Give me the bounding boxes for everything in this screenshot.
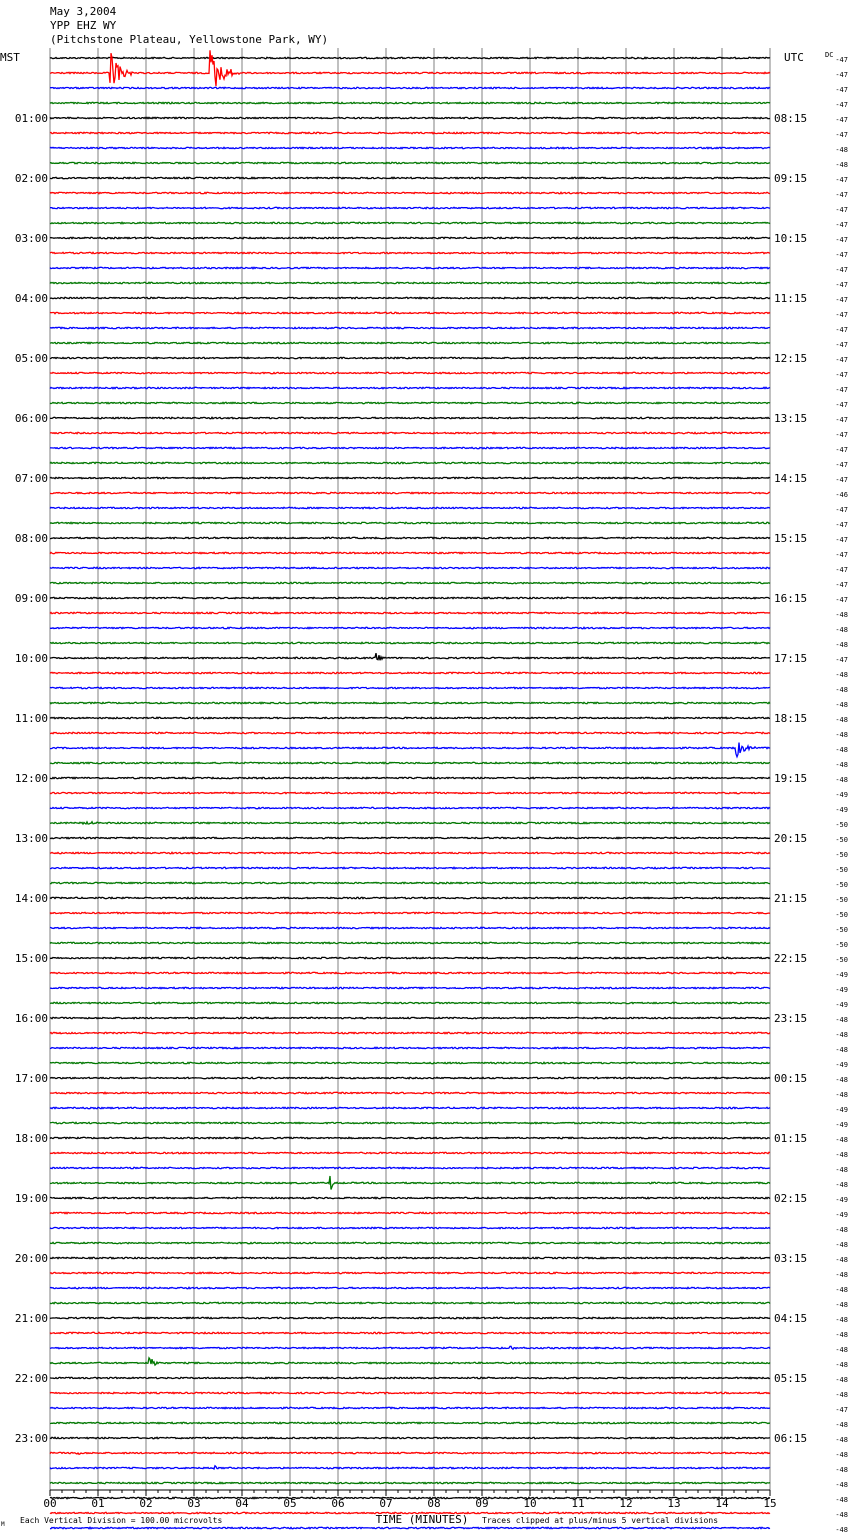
dc-offset-label: -47 (835, 56, 848, 64)
dc-offset-label: -48 (835, 1286, 848, 1294)
seismic-trace (50, 312, 770, 313)
seismic-trace (50, 912, 770, 913)
dc-offset-label: -48 (835, 1301, 848, 1309)
seismic-trace (50, 1482, 770, 1483)
utc-hour-label: 01:15 (774, 1132, 808, 1145)
dc-offset-label: -48 (835, 686, 848, 694)
x-tick-label: 09 (475, 1497, 489, 1510)
dc-offset-label: -47 (835, 221, 848, 229)
utc-hour-label: 11:15 (774, 292, 808, 305)
dc-offset-label: -47 (835, 311, 848, 319)
dc-offset-label: -46 (835, 491, 848, 499)
dc-offset-label: -50 (835, 851, 848, 859)
x-tick-label: 13 (667, 1497, 681, 1510)
seismic-trace (50, 402, 770, 403)
dc-offset-label: -49 (835, 971, 848, 979)
seismic-trace (50, 1152, 770, 1153)
dc-offset-label: -48 (835, 1436, 848, 1444)
dc-offset-label: -48 (835, 1181, 848, 1189)
corner-mark: M (1, 1521, 5, 1528)
x-tick-label: 15 (763, 1497, 777, 1510)
seismic-trace (50, 1197, 770, 1198)
mst-hour-label: 05:00 (14, 352, 48, 365)
dc-offset-label: -47 (835, 536, 848, 544)
dc-offset-label: -47 (835, 566, 848, 574)
seismic-trace (50, 1358, 770, 1365)
seismic-trace (50, 777, 770, 778)
seismic-trace (50, 1257, 770, 1258)
seismic-trace (50, 653, 770, 660)
trace-group (50, 50, 770, 1534)
seismic-trace (50, 1287, 770, 1288)
dc-offset-label: -48 (835, 776, 848, 784)
dc-offset-label: -47 (835, 521, 848, 529)
seismic-trace (50, 222, 770, 223)
x-tick-label: 10 (523, 1497, 537, 1510)
dc-offset-label: -48 (835, 1271, 848, 1279)
seismic-trace (50, 1527, 770, 1528)
seismic-trace (50, 492, 770, 493)
seismic-trace (50, 117, 770, 118)
dc-offset-label: -48 (835, 731, 848, 739)
mst-hour-label: 22:00 (14, 1372, 48, 1385)
seismic-trace (50, 552, 770, 553)
seismic-trace (50, 1422, 770, 1423)
x-tick-label: 12 (619, 1497, 633, 1510)
dc-offset-label: -48 (835, 1166, 848, 1174)
seismic-trace (50, 1302, 770, 1303)
mst-hour-label: 21:00 (14, 1312, 48, 1325)
mst-hour-label: 18:00 (14, 1132, 48, 1145)
seismic-trace (50, 743, 770, 757)
seismic-trace (50, 447, 770, 448)
seismic-trace (50, 162, 770, 163)
mst-hour-label: 12:00 (14, 772, 48, 785)
seismic-trace (50, 672, 770, 673)
x-tick-label: 04 (235, 1497, 249, 1510)
seismic-trace (50, 957, 770, 958)
dc-offset-label: -49 (835, 806, 848, 814)
seismic-trace (50, 327, 770, 328)
mst-hour-label: 09:00 (14, 592, 48, 605)
utc-hour-label: 22:15 (774, 952, 808, 965)
seismic-trace (50, 342, 770, 343)
seismic-trace (50, 477, 770, 478)
seismic-trace (50, 372, 770, 373)
dc-offset-label: -48 (835, 1451, 848, 1459)
dc-offset-label: -48 (835, 626, 848, 634)
seismic-trace (50, 1392, 770, 1393)
dc-offset-label: -48 (835, 1076, 848, 1084)
dc-offset-label: -47 (835, 656, 848, 664)
dc-offset-label: -48 (835, 1346, 848, 1354)
utc-hour-label: 00:15 (774, 1072, 808, 1085)
utc-hour-label: 16:15 (774, 592, 808, 605)
dc-offset-label: -49 (835, 986, 848, 994)
clip-note: Traces clipped at plus/minus 5 vertical divisions (482, 1516, 719, 1525)
seismic-trace (50, 1077, 770, 1078)
utc-hour-label: 17:15 (774, 652, 808, 665)
utc-hour-label: 21:15 (774, 892, 808, 905)
x-tick-label: 14 (715, 1497, 729, 1510)
seismic-trace (50, 462, 770, 463)
dc-offset-label: -48 (835, 1091, 848, 1099)
seismic-trace (50, 1047, 770, 1048)
dc-offset-label: -50 (835, 941, 848, 949)
dc-offset-label: -50 (835, 956, 848, 964)
x-tick-label: 03 (187, 1497, 201, 1510)
seismic-trace (50, 1452, 770, 1454)
seismic-trace (50, 357, 770, 358)
seismic-trace (50, 897, 770, 898)
dc-offset-label: -49 (835, 1121, 848, 1129)
seismic-trace (50, 942, 770, 943)
x-tick-label: 00 (43, 1497, 57, 1510)
seismic-trace (50, 50, 770, 86)
seismic-trace (50, 822, 770, 824)
utc-axis-label: UTC (784, 51, 804, 64)
mst-hour-label: 10:00 (14, 652, 48, 665)
dc-offset-label: -47 (835, 476, 848, 484)
mst-hour-label: 13:00 (14, 832, 48, 845)
dc-offset-label: -49 (835, 1211, 848, 1219)
seismic-trace (50, 1017, 770, 1018)
dc-offset-label: -48 (835, 1031, 848, 1039)
seismic-trace (50, 387, 770, 388)
plot-grid (50, 48, 770, 1496)
seismic-trace (50, 732, 770, 733)
seismic-trace (50, 807, 770, 808)
dc-offset-label: -47 (835, 191, 848, 199)
seismic-trace (50, 1167, 770, 1168)
seismic-trace (50, 627, 770, 628)
seismic-trace (50, 1227, 770, 1228)
mst-hour-label: 19:00 (14, 1192, 48, 1205)
dc-offset-label: -49 (835, 1061, 848, 1069)
seismic-trace (50, 1317, 770, 1318)
seismic-trace (50, 252, 770, 253)
seismic-trace (50, 537, 770, 538)
seismic-trace (50, 882, 770, 883)
dc-offset-label: -48 (835, 1256, 848, 1264)
dc-offset-label: -47 (835, 116, 848, 124)
dc-offset-label: -47 (835, 371, 848, 379)
mst-axis-label: MST (0, 51, 20, 64)
seismic-trace (50, 612, 770, 613)
dc-offset-label: -48 (835, 701, 848, 709)
utc-hour-label: 12:15 (774, 352, 808, 365)
utc-hour-label: 05:15 (774, 1372, 808, 1385)
dc-offset-label: -48 (835, 1046, 848, 1054)
dc-offset-label: -48 (835, 1511, 848, 1519)
utc-hour-label: 09:15 (774, 172, 808, 185)
dc-offset-label: -49 (835, 1001, 848, 1009)
seismic-trace (50, 1176, 770, 1190)
dc-offset-label: -47 (835, 86, 848, 94)
seismic-trace (50, 1272, 770, 1273)
mst-hour-label: 01:00 (14, 112, 48, 125)
location-label: (Pitchstone Plateau, Yellowstone Park, WY) (50, 33, 329, 46)
seismic-trace (50, 432, 770, 433)
dc-offset-label: -47 (835, 236, 848, 244)
dc-offset-label: -49 (835, 791, 848, 799)
seismic-trace (50, 192, 770, 193)
mst-hour-label: 07:00 (14, 472, 48, 485)
x-tick-label: 06 (331, 1497, 345, 1510)
seismic-trace (50, 1137, 770, 1138)
dc-offset-label: -50 (835, 836, 848, 844)
mst-hour-label: 15:00 (14, 952, 48, 965)
dc-offset-label: -48 (835, 1496, 848, 1504)
dc-offset-label: -47 (835, 1406, 848, 1414)
mst-hour-label: 20:00 (14, 1252, 48, 1265)
dc-offset-label: -48 (835, 671, 848, 679)
dc-offset-label: -48 (835, 1151, 848, 1159)
dc-offset-label: -50 (835, 896, 848, 904)
dc-offset-label: -47 (835, 71, 848, 79)
dc-offset-label: -47 (835, 266, 848, 274)
dc-offset-label: -47 (835, 176, 848, 184)
dc-offset-label: -47 (835, 326, 848, 334)
utc-hour-label: 23:15 (774, 1012, 808, 1025)
mst-hour-label: 03:00 (14, 232, 48, 245)
seismic-trace (50, 57, 770, 58)
dc-offset-label: -48 (835, 1376, 848, 1384)
seismic-trace (50, 207, 770, 208)
utc-hour-label: 14:15 (774, 472, 808, 485)
dc-offset-label: -47 (835, 131, 848, 139)
seismic-trace (50, 1332, 770, 1333)
dc-offset-label: -47 (835, 401, 848, 409)
seismic-trace (50, 702, 770, 703)
dc-offset-label: -47 (835, 206, 848, 214)
utc-hour-label: 10:15 (774, 232, 808, 245)
x-axis-title: TIME (MINUTES) (375, 1513, 469, 1526)
dc-offset-label: -48 (835, 746, 848, 754)
utc-hour-label: 06:15 (774, 1432, 808, 1445)
dc-offset-label: -47 (835, 101, 848, 109)
seismic-trace (50, 567, 770, 568)
seismic-trace (50, 867, 770, 868)
seismic-trace (50, 597, 770, 598)
seismic-trace (50, 132, 770, 133)
dc-offset-label: -48 (835, 1526, 848, 1534)
dc-offset-label: -49 (835, 1106, 848, 1114)
dc-offset-label: -47 (835, 506, 848, 514)
dc-offset-label: -50 (835, 926, 848, 934)
dc-offset-label: -47 (835, 416, 848, 424)
dc-offset-label: -48 (835, 611, 848, 619)
dc-offset-label: -48 (835, 761, 848, 769)
dc-offset-label: -47 (835, 581, 848, 589)
seismic-trace (50, 1242, 770, 1243)
dc-offset-label: -47 (835, 551, 848, 559)
utc-hour-label: 04:15 (774, 1312, 808, 1325)
dc-offset-label: -47 (835, 341, 848, 349)
dc-offset-label: -47 (835, 296, 848, 304)
utc-hour-label: 02:15 (774, 1192, 808, 1205)
dc-offset-label: -48 (835, 161, 848, 169)
dc-offset-label: -50 (835, 911, 848, 919)
dc-offset-label: -48 (835, 641, 848, 649)
x-tick-label: 02 (139, 1497, 153, 1510)
dc-offset-label: -50 (835, 821, 848, 829)
seismic-trace (50, 1437, 770, 1438)
dc-offset-label: -47 (835, 356, 848, 364)
dc-offset-label: -47 (835, 251, 848, 259)
seismic-trace (50, 972, 770, 973)
utc-hour-label: 19:15 (774, 772, 808, 785)
utc-hour-label: 08:15 (774, 112, 808, 125)
seismic-trace (50, 1407, 770, 1408)
utc-hour-label: 20:15 (774, 832, 808, 845)
x-tick-label: 08 (427, 1497, 441, 1510)
dc-offset-label: -48 (835, 146, 848, 154)
seismic-trace (50, 522, 770, 523)
utc-hour-label: 18:15 (774, 712, 808, 725)
dc-offset-label: -47 (835, 446, 848, 454)
dc-offset-label: -48 (835, 1391, 848, 1399)
seismic-trace (50, 147, 770, 148)
dc-offset-label: -48 (835, 1226, 848, 1234)
mst-hour-label: 17:00 (14, 1072, 48, 1085)
seismic-trace (50, 717, 770, 718)
mst-hour-label: 08:00 (14, 532, 48, 545)
seismic-trace (50, 177, 770, 178)
dc-offset-label: -49 (835, 1196, 848, 1204)
dc-offset-label: -47 (835, 386, 848, 394)
dc-offset-label: -48 (835, 716, 848, 724)
seismic-trace (50, 1002, 770, 1003)
dc-offset-label: -48 (835, 1466, 848, 1474)
seismic-trace (50, 267, 770, 268)
mst-hour-label: 14:00 (14, 892, 48, 905)
seismic-trace (50, 87, 770, 88)
dc-offset-label: -48 (835, 1136, 848, 1144)
x-tick-label: 07 (379, 1497, 393, 1510)
seismic-trace (50, 1377, 770, 1378)
mst-hour-label: 11:00 (14, 712, 48, 725)
seismic-trace (50, 1346, 770, 1349)
dc-offset-label: -47 (835, 281, 848, 289)
mst-hour-label: 04:00 (14, 292, 48, 305)
seismic-trace (50, 1107, 770, 1108)
utc-hour-label: 13:15 (774, 412, 808, 425)
seismic-trace (50, 582, 770, 583)
seismic-trace (50, 1497, 770, 1498)
seismic-trace (50, 297, 770, 298)
dc-offset-label: -48 (835, 1331, 848, 1339)
seismic-trace (50, 237, 770, 238)
mst-hour-label: 23:00 (14, 1432, 48, 1445)
seismic-trace (50, 687, 770, 688)
seismic-trace (50, 507, 770, 508)
dc-offset-label: -48 (835, 1421, 848, 1429)
dc-offset-label: -48 (835, 1241, 848, 1249)
dc-offset-label: -48 (835, 1361, 848, 1369)
seismic-trace (50, 642, 770, 643)
seismic-trace (50, 1212, 770, 1213)
dc-offset-label: -50 (835, 881, 848, 889)
dc-offset-label: -48 (835, 1316, 848, 1324)
dc-offset-label: -48 (835, 1016, 848, 1024)
seismic-trace (50, 762, 770, 763)
date-label: May 3,2004 (50, 5, 117, 18)
seismic-trace (50, 1032, 770, 1033)
utc-hour-label: 03:15 (774, 1252, 808, 1265)
dc-offset-label: -47 (835, 596, 848, 604)
seismic-trace (50, 102, 770, 103)
seismic-trace (50, 1466, 770, 1469)
mst-hour-label: 06:00 (14, 412, 48, 425)
x-tick-label: 05 (283, 1497, 297, 1510)
station-label: YPP EHZ WY (50, 19, 117, 32)
dc-offset-label: -47 (835, 461, 848, 469)
seismic-trace (50, 987, 770, 988)
seismic-trace (50, 927, 770, 928)
x-tick-label: 11 (571, 1497, 585, 1510)
dc-offset-label: -50 (835, 866, 848, 874)
seismic-trace (50, 1092, 770, 1093)
seismic-trace (50, 792, 770, 793)
seismic-trace (50, 1062, 770, 1063)
utc-hour-label: 15:15 (774, 532, 808, 545)
seismic-trace (50, 282, 770, 283)
dc-offset-label: -47 (835, 431, 848, 439)
scale-note: Each Vertical Division = 100.00 microvolts (20, 1516, 223, 1525)
mst-hour-label: 16:00 (14, 1012, 48, 1025)
seismic-trace (50, 1122, 770, 1123)
dc-offset-label: -48 (835, 1481, 848, 1489)
seismic-trace (50, 837, 770, 838)
mst-hour-label: 02:00 (14, 172, 48, 185)
x-tick-label: 01 (91, 1497, 105, 1510)
dc-header-label: DC (825, 51, 834, 59)
seismic-trace (50, 417, 770, 418)
seismic-trace (50, 852, 770, 853)
